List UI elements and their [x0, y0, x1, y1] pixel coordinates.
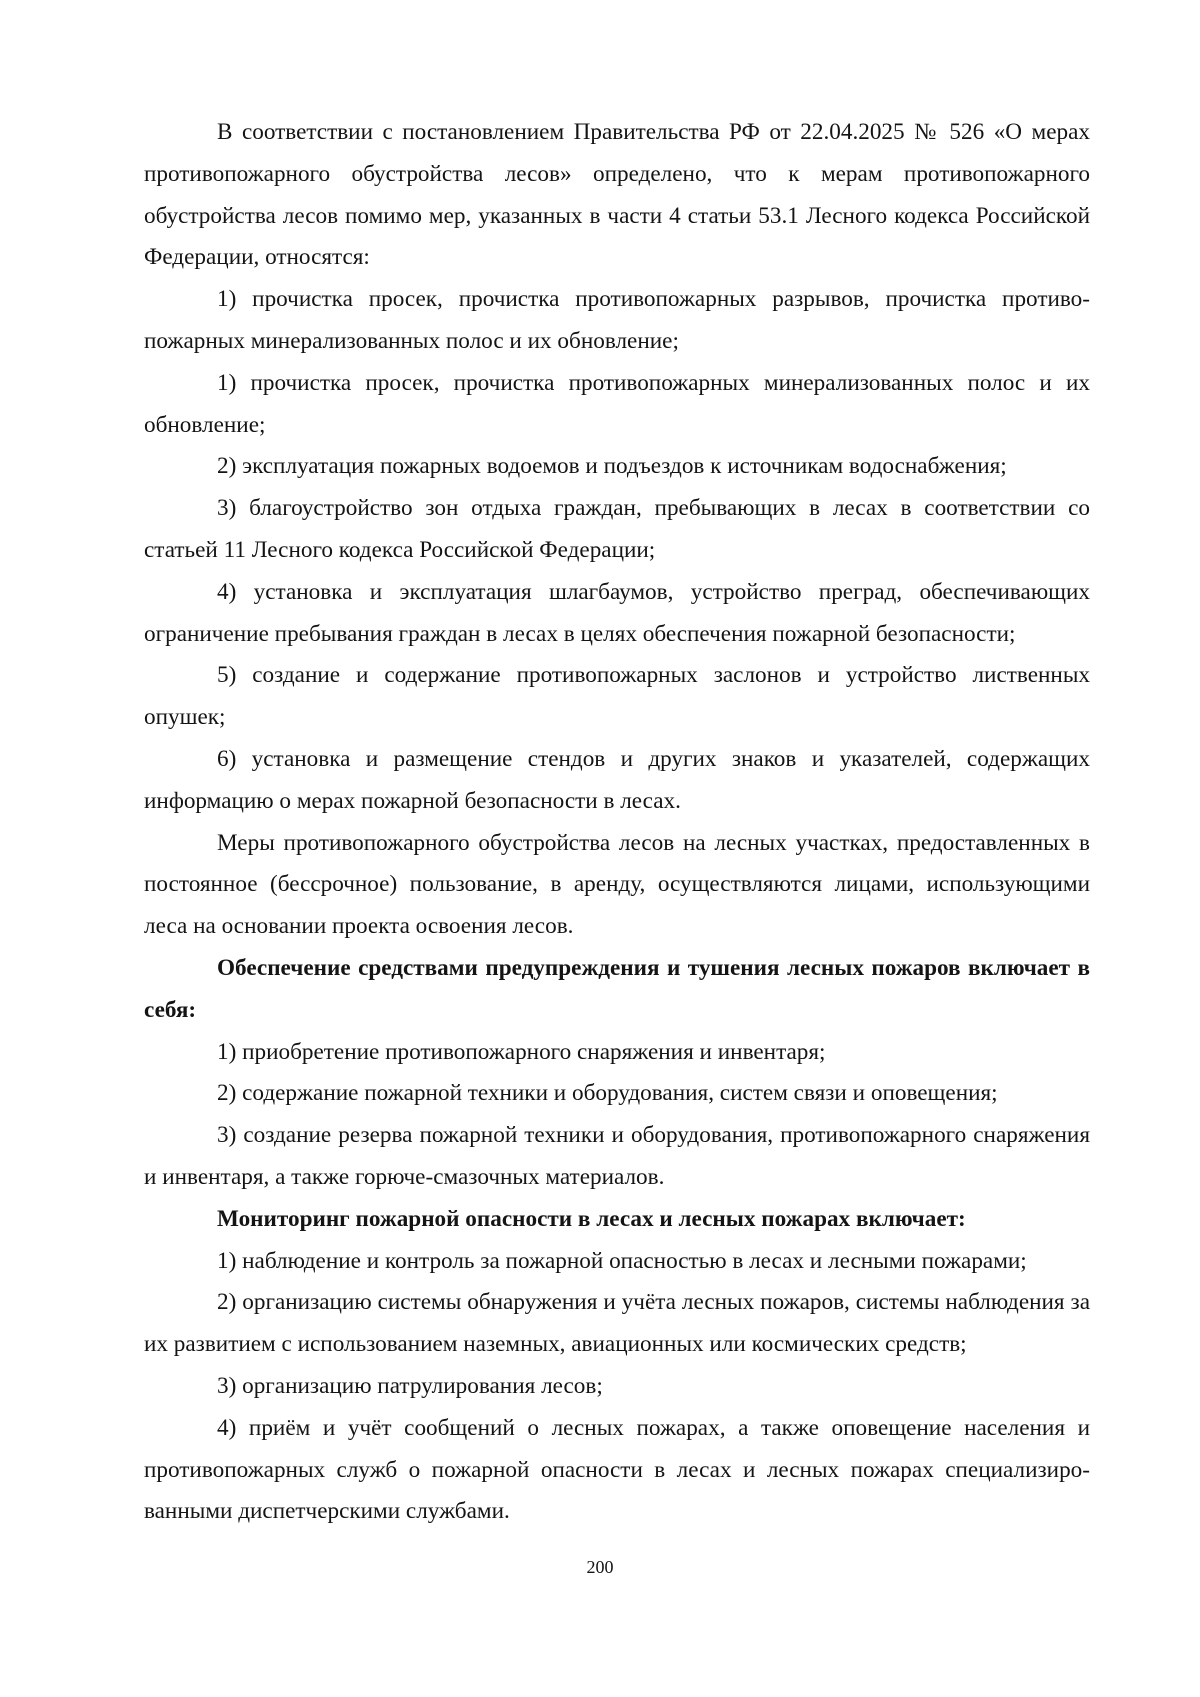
- list-item: 4) установка и эксплуатация шлагбаумов, устройство преград, обеспечивающих ограничение пребывания граждан в лесах в целях обеспечения пожарной безопасности;: [144, 578, 1090, 647]
- section-heading-provision: Обеспечение средствами предупреждения и тушения лесных пожаров включает в себя:: [144, 954, 1090, 1023]
- list-item: 6) установка и размещение стендов и других знаков и указателей, содержащих информацию о мерах пожарной безопасности в лесах.: [144, 745, 1090, 814]
- paragraph-lease-measures: Меры противопожарного обустройства лесов на лесных участках, предоставленных в постоянное (бессрочное) пользование, в аренду, осуществляются лицами, использующими леса на основании проекта освоения лесов.: [144, 829, 1090, 940]
- list-item: 1) наблюдение и контроль за пожарной опасностью в лесах и лесными пожарами;: [217, 1247, 1027, 1274]
- list-item: 1) прочистка просек, прочистка противопожарных минерализованных полос и их обновление;: [144, 369, 1090, 438]
- list-item: 2) организацию системы обнаружения и учёта лесных пожаров, системы наблюдения за их развитием с использованием наземных, авиационных или космических средств;: [144, 1289, 1090, 1358]
- list-item: 4) приём и учёт сообщений о лесных пожарах, а также оповещение населения и противопожарных служб о пожарной опасности в лесах и лесных пожарах специализированными диспетчерскими службами.: [144, 1414, 1090, 1525]
- paragraph-intro: В соответствии с постановлением Правительства РФ от 22.04.2025 № 526 «О мерах противопожарного обустройства лесов» определено, что к мерам противопожарного обустройства лесов помимо мер, указанных в части 4 статьи 53.1 Лесного кодекса Российской Федерации, относятся:: [144, 119, 1090, 271]
- list-item: 3) благоустройство зон отдыха граждан, пребывающих в лесах в соответствии со статьей 11 Лесного кодекса Российской Федерации;: [144, 495, 1090, 563]
- list-item: 5) создание и содержание противопожарных заслонов и устройство лиственных опушек;: [144, 662, 1090, 731]
- page-number: 200: [586, 1557, 614, 1577]
- list-item: 2) эксплуатация пожарных водоемов и подъездов к источникам водоснабжения;: [217, 453, 1007, 480]
- list-item: 3) создание резерва пожарной техники и оборудования, противопожарного снаряжения и инвентаря, а также горюче-смазочных материалов.: [144, 1122, 1090, 1190]
- document-body: [144, 112, 1090, 1533]
- section-heading-monitoring: Мониторинг пожарной опасности в лесах и лесных пожарах включает:: [217, 1205, 966, 1232]
- list-item: 2) содержание пожарной техники и оборудования, систем связи и оповещения;: [217, 1080, 998, 1107]
- list-item: 3) организацию патрулирования лесов;: [217, 1372, 603, 1399]
- list-item: 1) прочистка просек, прочистка противопожарных разрывов, прочистка противопожарных минерализованных полос и их обновление;: [144, 286, 1090, 354]
- list-item: 1) приобретение противопожарного снаряжения и инвентаря;: [217, 1038, 826, 1065]
